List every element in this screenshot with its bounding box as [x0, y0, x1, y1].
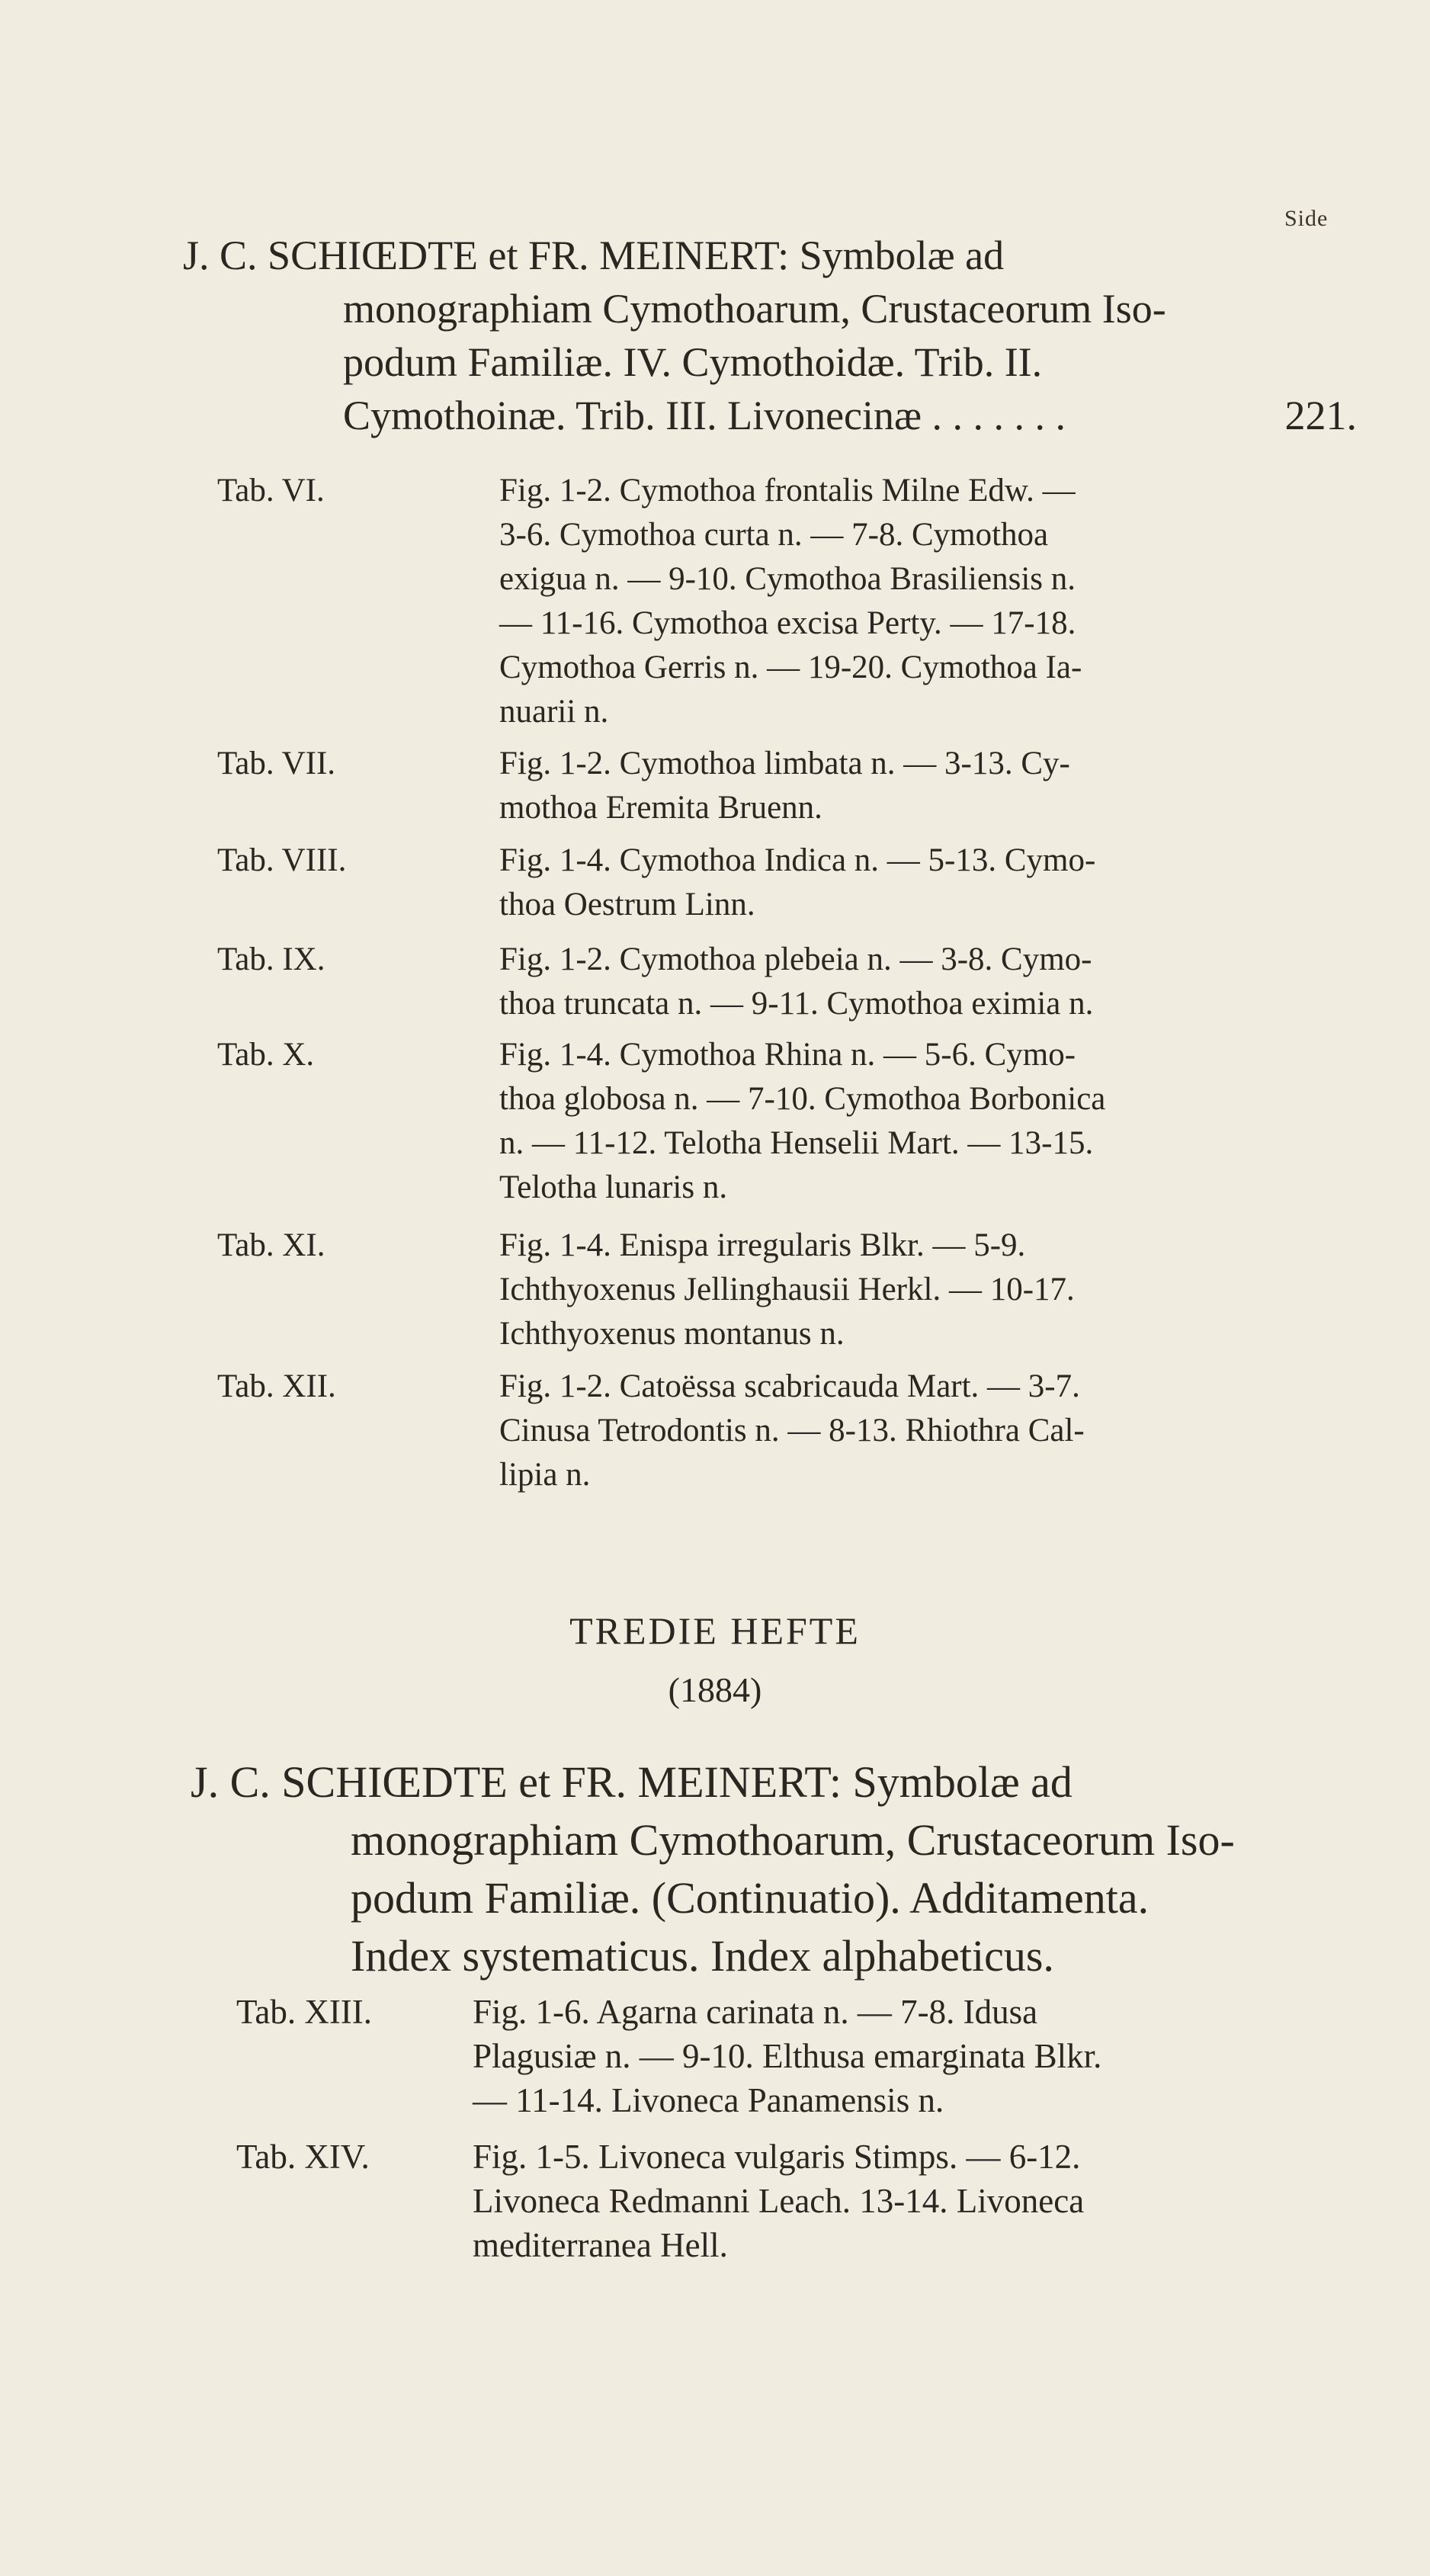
plate-label: Tab. VIII. — [217, 842, 347, 878]
figure-line: nuarii n. — [499, 694, 609, 730]
figure-line: Fig. 1-2. Cymothoa limbata n. — 3-13. Cy- — [499, 746, 1070, 781]
figure-line: — 11-16. Cymothoa excisa Perty. — 17-18. — [499, 605, 1076, 641]
figure-line: Cymothoa Gerris n. — 19-20. Cymothoa Ia- — [499, 650, 1082, 685]
entry-line: podum Familiæ. IV. Cymothoidæ. Trib. II. — [343, 339, 1043, 385]
plate-figures — [499, 839, 1269, 927]
plate-figures — [499, 1033, 1269, 1210]
section-heading: TREDIE HEFTE — [569, 1609, 861, 1652]
figure-line: thoa Oestrum Linn. — [499, 887, 755, 922]
figure-line: exigua n. — 9-10. Cymothoa Brasiliensis n. — [499, 561, 1076, 597]
plate-label: Tab. XI. — [217, 1227, 325, 1263]
plate-figures — [499, 469, 1269, 734]
plate-entry-tab-xi — [217, 1224, 1284, 1361]
figure-line: Plagusiæ n. — 9-10. Elthusa emarginata Blkr. — [473, 2037, 1102, 2075]
figure-line: 3-6. Cymothoa curta n. — 7-8. Cymothoa — [499, 517, 1049, 553]
plate-entry-tab-xiv — [236, 2135, 1303, 2272]
side-column-label: Side — [1284, 206, 1329, 231]
plate-entry-tab-vii — [217, 742, 1284, 833]
figure-line: Livoneca Redmanni Leach. 13-14. Livoneca — [473, 2182, 1085, 2220]
figure-line: Fig. 1-6. Agarna carinata n. — 7-8. Idusa — [473, 1993, 1038, 2031]
figure-line: mothoa Eremita Bruenn. — [499, 790, 822, 826]
entry-line: Cymothoinæ. Trib. III. Livonecinæ . . . . . . . — [343, 393, 1066, 438]
entry-line: podum Familiæ. (Continuatio). Additamenta. — [351, 1873, 1149, 1923]
entry-line: J. C. SCHIŒDTE et FR. MEINERT: Symbolæ ad — [183, 233, 1005, 278]
figure-line: thoa truncata n. — 9-11. Cymothoa eximia n. — [499, 986, 1094, 1022]
figure-line: Fig. 1-2. Catoëssa scabricauda Mart. — 3-7. — [499, 1368, 1080, 1404]
plate-label: Tab. XIII. — [236, 1993, 373, 2031]
plate-label: Tab. X. — [217, 1037, 315, 1073]
figure-line: Fig. 1-2. Cymothoa frontalis Milne Edw. — — [499, 473, 1076, 508]
plate-entry-tab-vi — [217, 469, 1284, 728]
entry-line: J. C. SCHIŒDTE et FR. MEINERT: Symbolæ ad — [191, 1757, 1072, 1807]
plate-label: Tab. VII. — [217, 746, 336, 781]
figure-line: Cinusa Tetrodontis n. — 8-13. Rhiothra Cal- — [499, 1413, 1085, 1448]
section-year: (1884) — [668, 1670, 762, 1709]
bibliographic-entry-2 — [191, 1753, 1258, 1985]
plate-label: Tab. XIV. — [236, 2138, 370, 2176]
figure-line: Fig. 1-4. Cymothoa Indica n. — 5-13. Cymo- — [499, 842, 1096, 878]
plate-figures — [499, 742, 1269, 830]
figure-line: Ichthyoxenus montanus n. — [499, 1316, 845, 1352]
figure-line: Fig. 1-2. Cymothoa plebeia n. — 3-8. Cymo- — [499, 942, 1092, 977]
plate-entry-tab-xii — [217, 1365, 1284, 1502]
plate-label: Tab. XII. — [217, 1368, 336, 1404]
plate-entry-tab-xiii — [236, 1990, 1303, 2127]
entry-line-with-page — [183, 389, 1357, 442]
figure-line: Fig. 1-5. Livoneca vulgaris Stimps. — 6-12. — [473, 2138, 1081, 2176]
plate-label: Tab. IX. — [217, 942, 325, 977]
plate-entry-tab-x — [217, 1033, 1284, 1216]
plate-figures — [499, 938, 1269, 1026]
figure-line: — 11-14. Livoneca Panamensis n. — [473, 2081, 944, 2119]
plate-figures — [499, 1365, 1269, 1497]
figure-line: Fig. 1-4. Enispa irregularis Blkr. — 5-9. — [499, 1227, 1026, 1263]
figure-line: mediterranea Hell. — [473, 2226, 728, 2264]
bibliographic-entry-1 — [183, 229, 1357, 442]
figure-line: thoa globosa n. — 7-10. Cymothoa Borbonica — [499, 1081, 1106, 1117]
plate-figures — [473, 2135, 1273, 2267]
entry-line: monographiam Cymothoarum, Crustaceorum Iso- — [343, 286, 1166, 332]
figure-line: Ichthyoxenus Jellinghausii Herkl. — 10-17. — [499, 1272, 1075, 1307]
plate-figures — [499, 1224, 1269, 1356]
figure-line: Telotha lunaris n. — [499, 1169, 728, 1205]
entry-line: monographiam Cymothoarum, Crustaceorum Iso- — [351, 1815, 1235, 1865]
figure-line: Fig. 1-4. Cymothoa Rhina n. — 5-6. Cymo- — [499, 1037, 1076, 1073]
figure-line: lipia n. — [499, 1457, 591, 1493]
figure-line: n. — 11-12. Telotha Henselii Mart. — 13-15. — [499, 1125, 1094, 1161]
plate-entry-tab-viii — [217, 839, 1284, 930]
entry-line: Index systematicus. Index alphabeticus. — [351, 1931, 1054, 1981]
plate-entry-tab-ix — [217, 938, 1284, 1029]
plate-label: Tab. VI. — [217, 473, 325, 508]
plate-figures — [473, 1990, 1273, 2122]
page-number: 221. — [1284, 393, 1357, 438]
